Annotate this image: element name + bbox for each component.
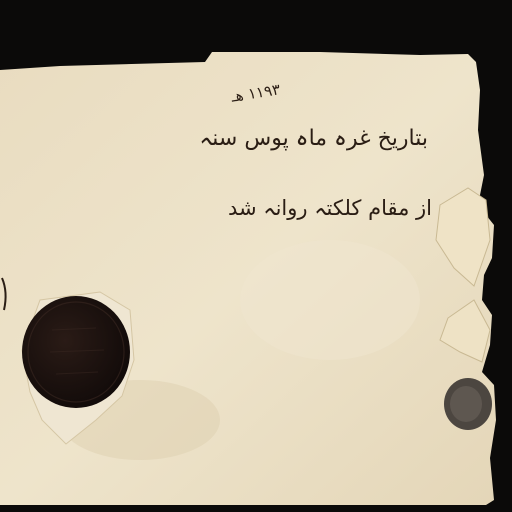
date-annotation: ١١٩٣ هـ bbox=[229, 80, 282, 106]
inscription-line-2: از مقام کلکتہ روانہ شد bbox=[227, 196, 432, 220]
wax-seal bbox=[22, 296, 130, 408]
paper-stain bbox=[240, 240, 420, 360]
inscription-line-1: بتاریخ غرہ ماہ پوس سنہ bbox=[199, 126, 428, 151]
partial-seal-inner bbox=[450, 386, 482, 422]
